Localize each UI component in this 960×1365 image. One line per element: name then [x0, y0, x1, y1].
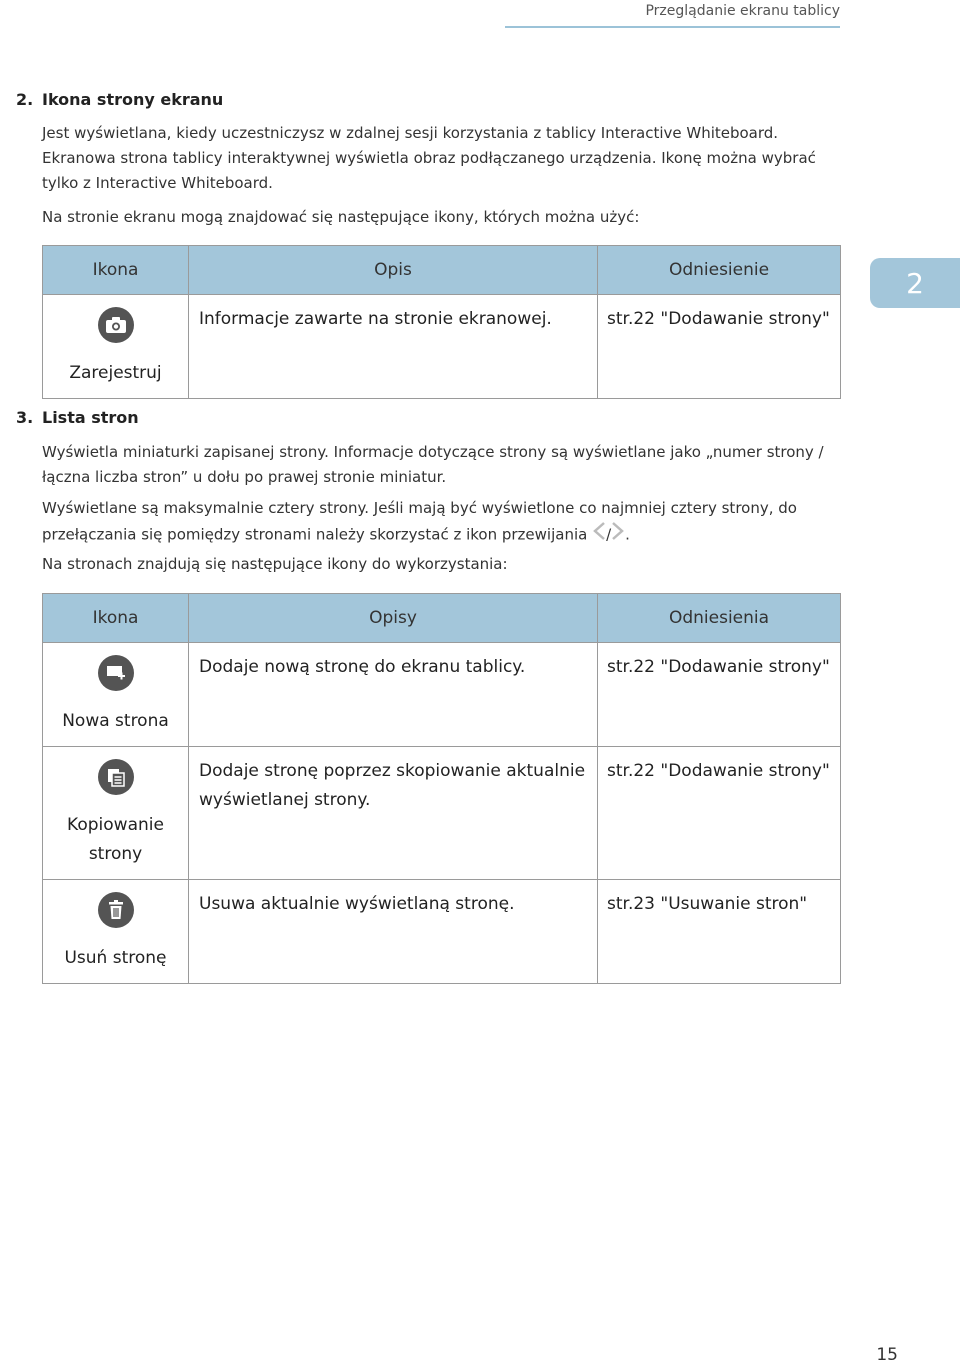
section-3-number: 3.: [16, 408, 34, 427]
reference-link[interactable]: str.22 "Dodawanie strony": [598, 747, 841, 880]
description-cell: Usuwa aktualnie wyświetlaną stronę.: [189, 880, 598, 984]
section-2-paragraph-2: Na stronie ekranu mogą znajdować się następujące ikony, których można użyć:: [42, 208, 640, 226]
column-header-reference: Odniesienia: [598, 594, 841, 643]
reference-link[interactable]: str.22 "Dodawanie strony": [598, 643, 841, 747]
header-rule: [505, 26, 840, 28]
section-3-title: Lista stron: [42, 408, 139, 427]
description-cell: Informacje zawarte na stronie ekranowej.: [189, 295, 598, 399]
icon-cell: [43, 295, 189, 399]
page-number: 15: [876, 1345, 898, 1365]
icon-label-delete-page: Usuń stronę: [64, 948, 167, 968]
section-3-paragraph-2-end: .: [625, 525, 630, 544]
running-header: Przeglądanie ekranu tablicy: [645, 3, 840, 19]
column-header-icon: Ikona: [43, 594, 189, 643]
page-list-icons-table: [42, 593, 841, 984]
column-header-description: Opis: [189, 246, 598, 295]
description-cell: Dodaje nową stronę do ekranu tablicy.: [189, 643, 598, 747]
column-header-description: Opisy: [189, 594, 598, 643]
scroll-right-icon: [611, 521, 625, 549]
scroll-left-icon: [592, 521, 606, 549]
trash-icon: [98, 892, 134, 928]
table-row: [43, 295, 841, 399]
section-3-heading: [16, 408, 139, 427]
new-page-icon: [98, 655, 134, 691]
section-3-paragraph-2: [42, 496, 832, 549]
icon-label-copy-page: Kopiowanie strony: [67, 815, 164, 864]
camera-icon: [98, 307, 134, 343]
column-header-icon: Ikona: [43, 246, 189, 295]
table-row: [43, 643, 841, 747]
section-2-heading: [16, 90, 223, 109]
column-header-reference: Odniesienie: [598, 246, 841, 295]
section-3-paragraph-3: Na stronach znajdują się następujące ikony do wykorzystania:: [42, 555, 508, 573]
section-3-paragraph-1: Wyświetla miniaturki zapisanej strony. Informacje dotyczące strony są wyświetlane jako „numer strony / łączna liczba stron” u dołu po prawej stronie miniatur.: [42, 443, 824, 486]
section-3-paragraph-2-text: Wyświetlane są maksymalnie cztery strony. Jeśli mają być wyświetlone co najmniej cztery strony, do przełączania się pomiędzy stronami należy skorzystać z ikon przewijania: [42, 499, 797, 544]
description-cell: Dodaje stronę poprzez skopiowanie aktualnie wyświetlanej strony.: [189, 747, 598, 880]
table-row: [43, 880, 841, 984]
icon-cell: [43, 747, 189, 880]
section-2-title: Ikona strony ekranu: [42, 90, 224, 109]
icon-cell: [43, 880, 189, 984]
scroll-icons-separator: /: [606, 525, 612, 544]
reference-link[interactable]: str.22 "Dodawanie strony": [598, 295, 841, 399]
icon-cell: [43, 643, 189, 747]
section-2-number: 2.: [16, 90, 34, 109]
table-row: [43, 747, 841, 880]
reference-link[interactable]: str.23 "Usuwanie stron": [598, 880, 841, 984]
screen-page-icons-table: [42, 245, 841, 399]
icon-label-register: Zarejestruj: [69, 363, 162, 383]
copy-page-icon: [98, 759, 134, 795]
chapter-tab: 2: [870, 258, 960, 308]
table-header-row: [43, 246, 841, 295]
icon-label-new-page: Nowa strona: [62, 711, 169, 731]
table-header-row: [43, 594, 841, 643]
section-2-paragraph-1: Jest wyświetlana, kiedy uczestniczysz w zdalnej sesji korzystania z tablicy Interactive Whiteboard. Ekranowa strona tablicy interaktywnej wyświetla obraz podłączanego urządzenia. Ikonę można wybrać tylko z Interactive Whiteboard.: [42, 124, 816, 192]
